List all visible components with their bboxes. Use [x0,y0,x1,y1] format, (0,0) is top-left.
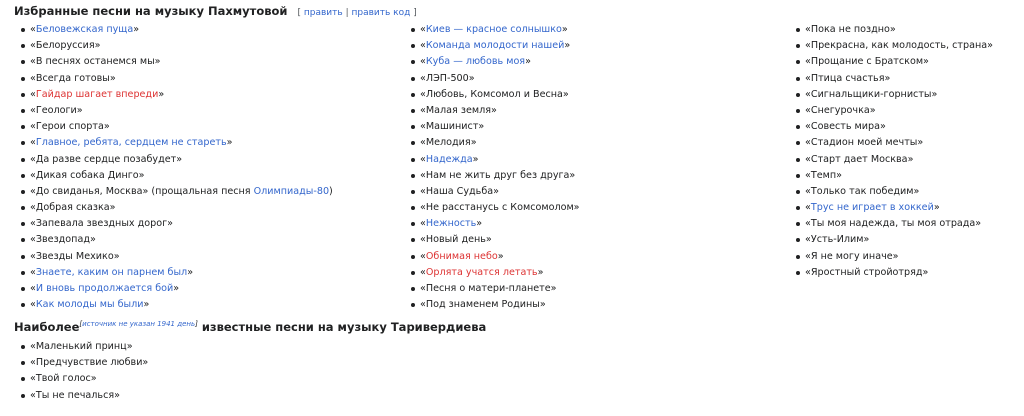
item-text: «Только так победим» [805,185,920,197]
item-text: «Ты не печалься» [30,389,121,401]
item-text: «Я не могу иначе» [805,250,899,262]
bullet-icon [21,190,25,194]
item-text: «Сигнальщики-горнисты» [805,88,938,100]
item-text: «Яростный стройотряд» [805,266,929,278]
bullet-icon [796,28,800,32]
bullet-icon [21,44,25,48]
bullet-icon [21,287,25,291]
list-item[interactable] [408,38,580,54]
item-text: «Звездопад» [30,234,96,246]
bullet-icon [796,60,800,64]
list-item [408,103,580,119]
list-item [408,200,580,216]
item-text: « [30,88,36,100]
item-text: «Твой голос» [30,373,97,385]
list-item [18,339,148,355]
item-text-suffix: » [158,88,165,100]
list-item[interactable] [408,54,580,70]
list-item [793,265,993,281]
bullet-icon [796,238,800,242]
list-item [408,87,580,103]
bullet-icon [796,44,800,48]
item-text: « [805,202,811,214]
list-item [793,119,993,135]
section-heading-pakhmutova [14,3,417,21]
song-link[interactable]: Главное, ребята, сердцем не стареть [35,137,227,149]
item-text-suffix: » [187,266,194,278]
list-item [408,135,580,151]
bracket-close: ] [413,8,417,18]
item-text: «Стадион моей мечты» [805,137,924,149]
list-item [408,297,580,313]
item-text: «Не расстанусь с Комсомолом» [420,202,580,214]
bullet-icon [411,174,415,178]
bullet-icon [21,255,25,259]
list-item [18,119,333,135]
list-item [408,71,580,87]
list-item [793,54,993,70]
song-link[interactable]: И вновь продолжается бой [35,283,174,294]
bullet-icon [796,271,800,275]
item-text: «Песня о матери-планете» [420,283,557,294]
list-item[interactable] [408,152,580,168]
item-text: «Дикая собака Динго» [30,169,145,181]
list-item[interactable] [18,281,333,297]
bullet-icon [796,109,800,113]
song-link[interactable]: Как молоды мы были [35,299,144,311]
bullet-icon [411,60,415,64]
song-link[interactable]: Команда молодости нашей [425,40,565,52]
edit-code-link[interactable]: править код [351,8,411,18]
bullet-icon [796,158,800,162]
item-text: «Под знаменем Родины» [420,299,546,311]
item-text: «Предчувствие любви» [30,357,149,369]
item-text-suffix: » [133,24,140,35]
bracket-open: [ [297,8,302,18]
list-item [18,168,333,184]
list-item [408,232,580,248]
song-list-tariverdiev [18,339,148,404]
bullet-icon [411,303,415,307]
list-item [793,71,993,87]
item-text: « [30,283,36,294]
item-text: «Новый день» [420,234,492,246]
list-item [793,232,993,248]
item-text: «Мелодия» [420,137,477,149]
item-text: «Птица счастья» [805,72,891,84]
bullet-icon [411,28,415,32]
section-title: Избранные песни на музыку Пахмутовой [14,4,288,18]
item-text-suffix: » [933,202,940,214]
list-item [18,200,333,216]
list-item [408,281,580,297]
song-list-column-2 [408,22,580,313]
item-text: «Снегурочка» [805,104,876,116]
list-item [793,152,993,168]
song-link[interactable]: Надежда [425,153,473,165]
bullet-icon [796,77,800,81]
bullet-icon [411,206,415,210]
song-link[interactable]: Обнимая небо [425,250,498,262]
section-heading-tariverdiev [14,319,486,335]
list-item[interactable] [18,135,333,151]
item-text-suffix: » [564,40,571,52]
item-text: «Добрая сказка» [30,202,116,214]
edit-separator: | [345,8,349,18]
item-text: «Белоруссия» [30,40,101,52]
item-text-suffix: » [537,266,544,278]
item-text: «Геологи» [30,104,83,116]
list-item [408,119,580,135]
bullet-icon [21,93,25,97]
item-text: «Любовь, Комсомол и Весна» [420,88,569,100]
bullet-icon [796,174,800,178]
bullet-icon [21,77,25,81]
bullet-icon [21,271,25,275]
bullet-icon [21,394,25,398]
list-item [18,232,333,248]
list-item [793,22,993,38]
item-text: «Да разве сердце позабудет» [30,153,183,165]
list-item [793,184,993,200]
song-link[interactable]: Беловежская пуща [35,24,134,35]
bullet-icon [411,238,415,242]
list-item [18,388,148,404]
item-text: «Маленький принц» [30,341,133,352]
list-item[interactable] [408,216,580,232]
list-item[interactable] [18,184,333,200]
list-item [18,54,333,70]
list-item[interactable] [408,265,580,281]
item-text: « [420,250,426,262]
song-link[interactable]: Олимпиады-80 [253,185,330,197]
song-link[interactable]: Куба — любовь моя [425,56,526,68]
list-item [18,103,333,119]
song-link[interactable]: Орлята учатся летать [425,266,538,278]
note-bracket-close: ] [195,320,198,329]
list-item [793,135,993,151]
item-text: «Темп» [805,169,843,181]
bullet-icon [411,158,415,162]
bullet-icon [21,222,25,226]
song-link[interactable]: Нежность [425,218,477,230]
item-text: « [30,266,36,278]
item-text: « [30,137,36,149]
bullet-icon [411,255,415,259]
list-item [793,103,993,119]
item-text: « [420,218,426,230]
bullet-icon [411,222,415,226]
item-text: «Наша Судьба» [420,185,499,197]
item-text: « [420,40,426,52]
bullet-icon [21,377,25,381]
item-text: «Ты моя надежда, ты моя отрада» [805,218,982,230]
section-title-suffix: известные песни на музыку Таривердиева [197,320,487,334]
bullet-icon [796,125,800,129]
item-text: «Малая земля» [420,104,497,116]
item-text: «Старт дает Москва» [805,153,914,165]
list-item [18,355,148,371]
item-text-suffix: » [143,299,150,311]
list-item [18,371,148,387]
item-text: «Усть-Илим» [805,234,870,246]
bullet-icon [21,206,25,210]
item-text: «Прекрасна, как молодость, страна» [805,40,993,52]
list-item [793,249,993,265]
song-list-column-3 [793,22,993,281]
edit-section-links [298,8,417,18]
item-text-suffix: » [476,218,483,230]
item-text-suffix: » [525,56,531,68]
bullet-icon [21,109,25,113]
list-item[interactable] [18,87,333,103]
item-text: «ЛЭП-500» [420,72,475,84]
bullet-icon [796,222,800,226]
item-text: «Прощание с Братском» [805,56,929,68]
list-item [408,168,580,184]
song-link[interactable]: Трус не играет в хоккей [810,202,934,214]
bullet-icon [21,345,25,349]
note-bracket-open: [ [79,320,83,329]
bullet-icon [796,141,800,145]
citation-needed-link[interactable]: источник не указан 1941 день [82,320,196,329]
citation-needed-note [79,320,197,328]
list-item[interactable] [793,200,993,216]
list-item[interactable] [18,265,333,281]
item-text-suffix: ) [329,185,333,197]
song-link[interactable]: Знаете, каким он парнем был [35,266,188,278]
list-item[interactable] [18,297,333,313]
bullet-icon [796,255,800,259]
list-item [18,71,333,87]
item-text: « [30,299,36,311]
item-text: «Всегда готовы» [30,72,116,84]
bullet-icon [411,125,415,129]
item-text: « [30,24,36,35]
item-text: «Звезды Мехико» [30,250,120,262]
list-item[interactable] [408,22,580,38]
item-text: «Пока не поздно» [805,24,896,35]
bullet-icon [21,158,25,162]
bullet-icon [411,109,415,113]
item-text: « [420,266,426,278]
bullet-icon [411,271,415,275]
item-text: «До свиданья, Москва» (прощальная песня [30,185,254,197]
bullet-icon [21,60,25,64]
list-item[interactable] [18,22,333,38]
bullet-icon [411,93,415,97]
bullet-icon [411,190,415,194]
item-text: «Нам не жить друг без друга» [420,169,576,181]
bullet-icon [21,125,25,129]
item-text-suffix: » [173,283,180,294]
bullet-icon [411,287,415,291]
item-text: «В песнях останемся мы» [30,56,161,68]
list-item [793,216,993,232]
item-text: «Машинист» [420,121,485,133]
bullet-icon [796,93,800,97]
item-text: «Запевала звездных дорог» [30,218,174,230]
bullet-icon [21,28,25,32]
list-item [18,249,333,265]
item-text: «Герои спорта» [30,121,110,133]
song-list-column-1 [18,22,333,313]
item-text-suffix: » [226,137,233,149]
bullet-icon [796,190,800,194]
list-item [793,38,993,54]
bullet-icon [411,77,415,81]
item-text: « [420,24,426,35]
item-text: « [420,56,426,68]
list-item [793,87,993,103]
item-text: «Совесть мира» [805,121,886,133]
song-link[interactable]: Киев — красное солнышко [425,24,562,35]
bullet-icon [796,206,800,210]
list-item [18,152,333,168]
item-text: « [420,153,426,165]
edit-link[interactable]: править [303,8,343,18]
list-item [18,216,333,232]
bullet-icon [21,361,25,365]
item-text-suffix: » [472,153,479,165]
bullet-icon [21,303,25,307]
bullet-icon [411,44,415,48]
list-item[interactable] [408,249,580,265]
list-item [408,184,580,200]
bullet-icon [411,141,415,145]
item-text-suffix: » [561,24,568,35]
section-title-prefix: Наиболее [14,320,80,334]
item-text-suffix: » [497,250,504,262]
song-link[interactable]: Гайдар шагает впереди [35,88,159,100]
list-item [793,168,993,184]
list-item [18,38,333,54]
bullet-icon [21,238,25,242]
bullet-icon [21,174,25,178]
bullet-icon [21,141,25,145]
